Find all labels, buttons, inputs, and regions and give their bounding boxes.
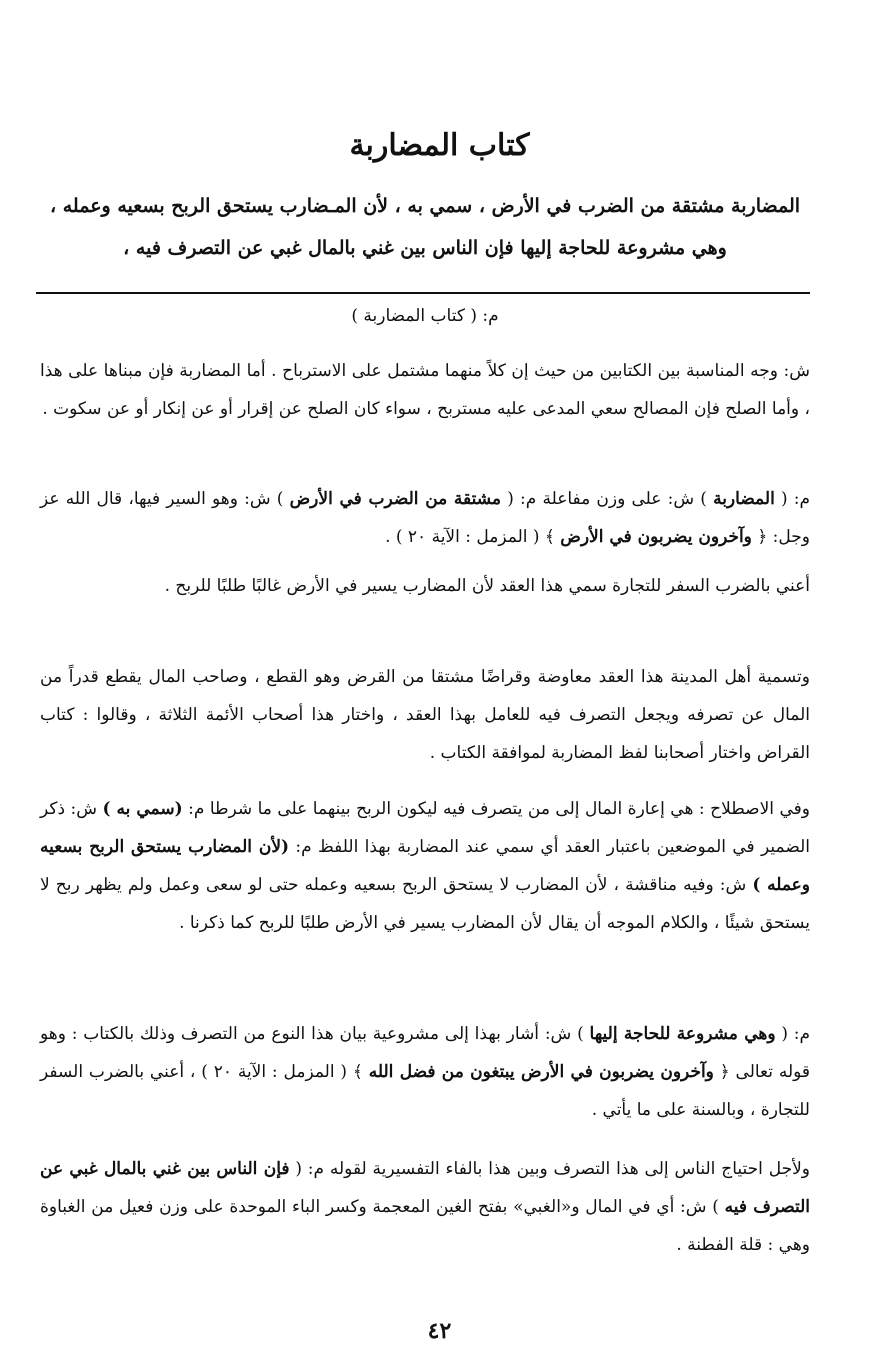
chapter-title: كتاب المضاربة bbox=[349, 128, 530, 163]
commentary-paragraph: وتسمية أهل المدينة هذا العقد معاوضة وقراضًا مشتقا من القرض وهو القطع ، وصاحب المال يقطع قدراً من المال عن تصرفه ويجعل التصرف فيه للعامل بهذا العقد ، واختار هذا أصحاب الأئمة الثلاثة ، وقالوا : كتاب القراض واختار أصحابنا لفظ المضاربة لموافقة الكتاب . bbox=[40, 667, 810, 763]
main-text-line: وهي مشروعة للحاجة إليها فإن الناس بين غني بالمال غبي عن التصرف فيه ، bbox=[123, 237, 727, 259]
commentary-heading: م: ( كتاب المضاربة ) bbox=[351, 306, 499, 326]
commentary-paragraph: م: ( المضاربة ) ش: على وزن مفاعلة م: ( مشتقة من الضرب في الأرض ) ش: وهو السير فيها، قال الله عز وجل: ﴿ وآخرون يضربون في الأرض ﴾ ( المزمل : الآية ٢٠ ) . bbox=[40, 489, 811, 547]
page-number: ٤٢ bbox=[427, 1318, 452, 1344]
main-text bbox=[40, 185, 810, 269]
commentary-paragraph: م: ( وهي مشروعة للحاجة إليها ) ش: أشار بهذا إلى مشروعية بيان هذا النوع من التصرف وذلك بالكتاب : وهو قوله تعالى ﴿ وآخرون يضربون في الأرض يبتغون من فضل الله ﴾ ( المزمل : الآية ٢٠ ) ، أعني بالضرب السفر للتجارة ، وبالسنة على ما يأتي . bbox=[40, 1024, 811, 1120]
main-text-line: المضاربة مشتقة من الضرب في الأرض ، سمي به ، لأن المـضارب يستحق الربح بسعيه وعمله ، bbox=[49, 195, 801, 217]
divider-line bbox=[36, 292, 810, 294]
commentary-paragraph: ش: وجه المناسبة بين الكتابين من حيث إن كلاً منهما مشتمل على الاسترباح . أما المضاربة فإن مبناها على هذا ، وأما الصلح فإن المصالح سعي المدعى عليه مستربح ، سواء كان الصلح عن إقرار أو عن إنكار أو عن سكوت . bbox=[40, 361, 810, 419]
commentary-paragraph: أعني بالضرب السفر للتجارة سمي هذا العقد لأن المضارب يسير في الأرض غالبًا طلبًا للربح . bbox=[164, 576, 810, 596]
commentary-paragraph: وفي الاصطلاح : هي إعارة المال إلى من يتصرف فيه ليكون الربح بينهما على ما شرطا م: (سمي به ) ش: ذكر الضمير في الموضعين باعتبار العقد أي سمي عند المضاربة بهذا اللفظ م: (لأن المضارب يستحق الربح بسعيه وعمله ) ش: وفيه مناقشة ، لأن المضارب لا يستحق الربح بسعيه وعمله حتى لو سعى وعمل ولم يظهر ربح لا يستحق شيئًا ، والكلام الموجه أن يقال لأن المضارب يسير في الأرض طلبًا للربح كما ذكرنا . bbox=[40, 799, 811, 933]
commentary-paragraph: ولأجل احتياج الناس إلى هذا التصرف وبين هذا بالفاء التفسيرية لقوله م: ( فإن الناس بين غني بالمال غبي عن التصرف فيه ) ش: أي في المال و«الغبي» بفتح الغين المعجمة وكسر الباء الموحدة على وزن فعيل من الغباوة وهي : قلة الفطنة . bbox=[40, 1159, 810, 1255]
